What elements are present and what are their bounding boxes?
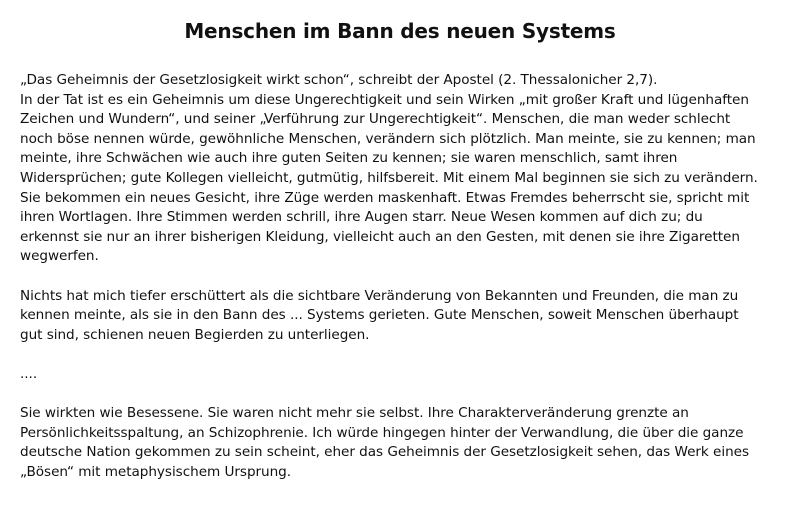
text-line: In der Tat ist es ein Geheimnis um diese Ungerechtigkeit und sein Wirken „mit großer Kraft und lügenhaften [20,91,749,108]
text-line: ihren Wortlagen. Ihre Stimmen werden schrill, ihre Augen starr. Neue Wesen kommen auf dich zu; du [20,209,703,226]
text-line: Zeichen und Wundern“, und seiner „Verführung zur Ungerechtigkeit“. Menschen, die man weder schlecht [20,111,731,128]
text-line: Widersprüchen; gute Kollegen vielleicht, gutmütig, hilfsbereit. Mit einem Mal beginnen sie sich zu verändern. [20,169,758,186]
text-line: Sie bekommen ein neues Gesicht, ihre Züge werden maskenhaft. Etwas Fremdes beherrscht sie, spricht mit [20,189,750,206]
text-line: noch böse nennen würde, gewöhnliche Menschen, verändern sich plötzlich. Man meinte, sie zu kennen; man [20,130,756,147]
paragraph-3 [20,404,790,482]
text-line: erkennst sie nur an ihrer bisherigen Kleidung, vielleicht auch an den Gesten, mit denen sie ihre Zigaretten [20,228,740,245]
text-line: „Bösen“ mit metaphysischem Ursprung. [20,463,292,480]
ellipsis-separator: .... [20,365,38,382]
text-line: Nichts hat mich tiefer erschüttert als die sichtbare Veränderung von Bekannten und Freunden, die man zu [20,287,739,304]
text-line: deutsche Nation gekommen zu sein scheint, eher das Geheimnis der Gesetzlosigkeit sehen, das Werk eines [20,444,749,461]
text-line: wegwerfen. [20,248,99,265]
paragraph-2 [20,287,790,346]
paragraph-1 [20,71,790,267]
text-line: Sie wirkten wie Besessene. Sie waren nicht mehr sie selbst. Ihre Charakterveränderung grenzte an [20,405,689,422]
text-line: kennen meinte, als sie in den Bann des ... Systems gerieten. Gute Menschen, soweit Menschen überhaupt [20,307,739,324]
text-line: gut sind, schienen neuen Begierden zu unterliegen. [20,326,370,343]
document-title: Menschen im Bann des neuen Systems [184,19,616,43]
text-line: Persönlichkeitsspaltung, an Schizophrenie. Ich würde hingegen hinter der Verwandlung, die über die ganze [20,424,744,441]
document-body [20,71,790,482]
text-line: meinte, ihre Schwächen wie auch ihre guten Seiten zu kennen; sie waren menschlich, samt ihren [20,150,678,167]
text-line: „Das Geheimnis der Gesetzlosigkeit wirkt schon“, schreibt der Apostel (2. Thessalonicher 2,7). [20,72,658,88]
